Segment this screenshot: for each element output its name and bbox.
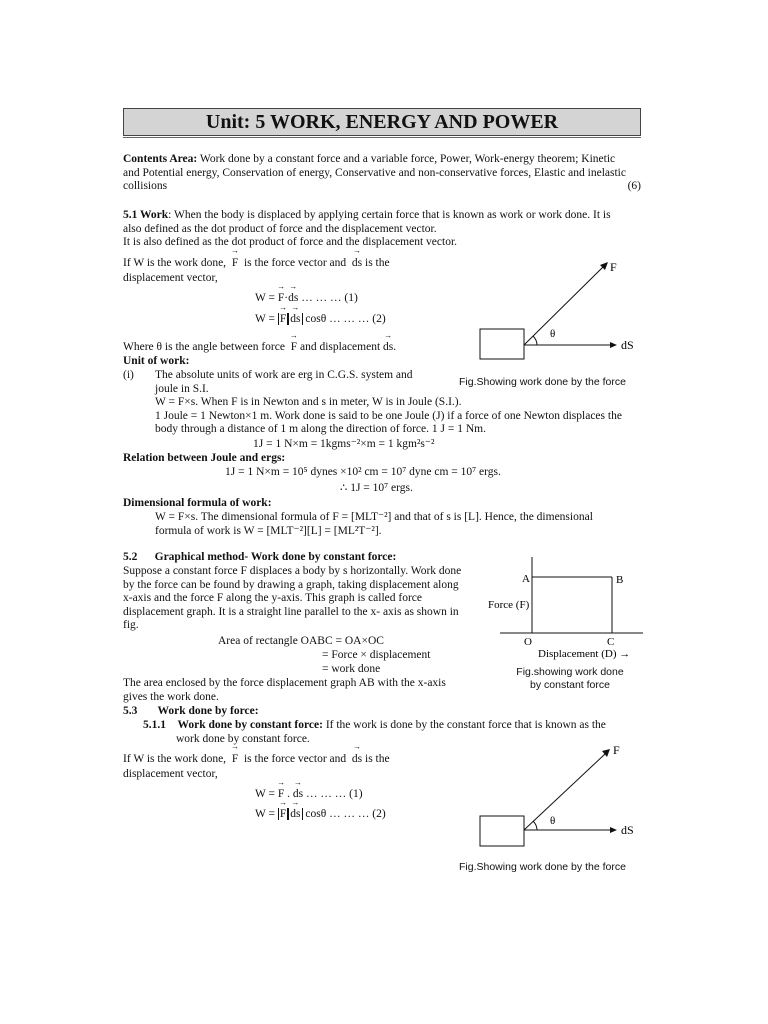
unit-i-num: (i) — [123, 369, 134, 381]
fig1-ds-label: dS — [621, 338, 634, 352]
dim-heading: Dimensional formula of work: — [123, 497, 272, 509]
bf-eq1-ds: → ds — [293, 788, 303, 802]
area-3: = work done — [322, 663, 381, 675]
by-force-if-2: displacement vector, — [123, 768, 218, 780]
bf-eq2-F: → F — [280, 808, 286, 822]
dim-1: W = F×s. The dimensional formula of F = [MLT⁻²] and that of s is [L]. Hence, the dimensional — [155, 511, 593, 523]
work-intro-3: It is also defined as the dot product of force and the displacement vector. — [123, 236, 458, 248]
by-force-eq2 — [255, 808, 386, 822]
fig2-y-label: Force (F) — [488, 599, 530, 611]
by-force-if-b: is the force vector and — [243, 753, 347, 765]
by-force-F-symbol: → F — [232, 752, 238, 767]
fig1-ds-arrowhead — [610, 342, 617, 348]
force-vector-symbol: → F — [232, 256, 238, 271]
fig1-angle-arc — [533, 336, 537, 345]
fig2-caption-1: Fig.showing work done — [516, 666, 624, 678]
area-1: Area of rectangle OABC = OA×OC — [218, 635, 384, 647]
work-where — [123, 341, 396, 355]
sub-constant-force — [143, 719, 606, 733]
fig2-B-label: B — [616, 574, 624, 586]
fig2-O-label: O — [524, 636, 532, 648]
fig1-F-label: F — [610, 260, 617, 274]
relation-1: 1J = 1 N×m = 10⁵ dynes ×10² cm = 10⁷ dyne cm = 10⁷ ergs. — [225, 466, 501, 478]
figure-work-by-force-2 — [455, 738, 655, 858]
fig3-F-arrow — [524, 754, 605, 830]
figure-force-displacement-graph — [485, 555, 645, 665]
graphical-body — [123, 565, 476, 633]
fig1-theta-label: θ — [550, 328, 556, 340]
bf-eq1-dot: . — [284, 788, 293, 800]
contents-area — [123, 153, 641, 194]
work-intro-2: also defined as the dot product of force and the displacement vector. — [123, 222, 437, 235]
eq2-F: → F — [280, 313, 286, 327]
by-force-heading — [123, 705, 259, 719]
work-if-a: If W is the work done, — [123, 257, 227, 269]
fig2-caption-2: by constant force — [530, 679, 610, 691]
contents-label: Contents Area: — [123, 153, 198, 165]
graphical-heading — [123, 551, 396, 565]
bf-eq2-left: W = — [255, 808, 276, 820]
eq1-right: … … … (1) — [301, 292, 358, 304]
work-intro-1: : When the body is displaced by applying certain force that is known as work or work done. It is — [168, 209, 611, 221]
unit-joule-1: 1 Joule = 1 Newton×1 m. Work done is said to be one Joule (J) if a force of one Newton displaces the — [155, 409, 622, 422]
by-force-if-a: If W is the work done, — [123, 753, 227, 765]
eq1-left: W = — [255, 292, 276, 304]
graphical-close-1: The area enclosed by the force displacement graph AB with the x-axis — [123, 677, 446, 689]
contents-text-3: collisions — [123, 180, 168, 192]
contents-marks: (6) — [627, 180, 641, 192]
contents-text-1: Work done by a constant force and a variable force, Power, Work-energy theorem; Kinetic — [199, 153, 616, 165]
bf-eq2-right: cosθ … … … (2) — [305, 808, 386, 820]
bf-eq1-right: … … … (1) — [306, 788, 363, 800]
graphical-p3: x-axis and the force F along the y-axis. This graph is called force — [123, 592, 423, 604]
graphical-p4: displacement graph. It is a straight line parallel to the x- axis as shown in — [123, 605, 459, 618]
unit-i-1: The absolute units of work are erg in C.G.S. system and — [155, 369, 413, 381]
graphical-p1: Suppose a constant force F displaces a body by s horizontally. Work done — [123, 565, 462, 577]
title-rule — [123, 137, 641, 138]
work-if-2: displacement vector, — [123, 272, 218, 284]
fig3-F-label: F — [613, 743, 620, 757]
where-F: → F — [291, 341, 297, 355]
graphical-p5: fig. — [123, 619, 139, 631]
unit-heading: Unit of work: — [123, 355, 190, 367]
unit-body — [155, 396, 641, 437]
page-title: Unit: 5 WORK, ENERGY AND POWER — [123, 108, 641, 136]
by-force-if-c: is the — [365, 753, 390, 765]
graphical-num: 5.2 — [123, 551, 138, 563]
sub-text: If the work is done by the constant force that is known as the — [325, 719, 606, 731]
by-force-ds-symbol: → ds — [352, 752, 362, 767]
figure-work-by-force — [455, 250, 655, 390]
sub-heading: Work done by constant force: — [177, 719, 323, 731]
by-force-eq1 — [255, 788, 363, 802]
fig3-ds-arrowhead — [610, 827, 617, 833]
fig2-x-label: Displacement (D) → — [538, 648, 631, 660]
relation-heading: Relation between Joule and ergs: — [123, 452, 286, 464]
work-heading: 5.1 Work — [123, 209, 169, 221]
bf-eq1-left: W = — [255, 788, 276, 800]
unit-joule-2: body through a distance of 1 m along the direction of force. 1 J = 1 Nm. — [155, 423, 486, 435]
relation-2: ∴ 1J = 10⁷ ergs. — [340, 482, 413, 494]
work-eq1 — [255, 292, 358, 306]
fig2-A-label: A — [522, 573, 530, 585]
dim-body — [155, 511, 641, 538]
work-eq2 — [255, 313, 386, 327]
eq1-dot: · — [284, 292, 289, 304]
contents-text-2: and Potential energy, Conservation of energy, Conservative and non-conservative forces, Elastic and inelastic — [123, 166, 626, 179]
unit-w: W = F×s. When F is in Newton and s in meter, W is in Joule (S.I.). — [155, 396, 462, 408]
eq2-right: cosθ … … … (2) — [305, 313, 386, 325]
by-force-title: Work done by force: — [157, 705, 259, 717]
fig1-block — [480, 329, 524, 359]
ds-vector-symbol: → ds — [352, 256, 362, 271]
eq1-F: → F — [278, 292, 284, 306]
fig3-caption: Fig.Showing work done by the force — [459, 861, 626, 873]
fig3-angle-arc — [533, 821, 537, 830]
fig2-caption — [505, 666, 635, 692]
where-ds: → ds — [383, 341, 393, 355]
by-force-num: 5.3 — [123, 705, 138, 717]
sub-text-2: work done by constant force. — [176, 733, 310, 745]
fig2-C-label: C — [607, 636, 615, 648]
unit-i-2: joule in S.I. — [155, 382, 209, 395]
eq2-left: W = — [255, 313, 276, 325]
where-c: . — [393, 341, 397, 353]
unit-i-text — [155, 369, 445, 396]
work-if-c: is the — [365, 257, 390, 269]
bf-eq1-F: → F — [278, 788, 284, 802]
area-2: = Force × displacement — [322, 649, 431, 661]
fig3-theta-label: θ — [550, 815, 556, 827]
where-a: Where θ is the angle between force — [123, 341, 285, 353]
where-b: and displacement — [300, 341, 381, 353]
graphical-p2: by the force can be found by drawing a graph, taking displacement along — [123, 578, 459, 591]
eq2-ds: → ds — [290, 313, 300, 327]
sub-num: 5.1.1 — [143, 719, 166, 731]
graphical-title: Graphical method- Work done by constant force: — [154, 551, 397, 563]
fig1-F-arrow — [524, 267, 603, 345]
work-if-b: is the force vector and — [243, 257, 347, 269]
fig1-caption: Fig.Showing work done by the force — [459, 376, 626, 388]
eq1-ds: → ds — [288, 292, 298, 306]
graphical-close-2: gives the work done. — [123, 690, 219, 703]
unit-joule-3: 1J = 1 N×m = 1kgms⁻²×m = 1 kgm²s⁻² — [253, 438, 435, 450]
bf-eq2-ds: → ds — [290, 808, 300, 822]
work-section — [123, 209, 641, 250]
fig3-block — [480, 816, 524, 846]
graphical-close — [123, 677, 476, 704]
dim-2: formula of work is W = [MLT⁻²][L] = [ML²T⁻²]. — [155, 524, 382, 537]
fig3-ds-label: dS — [621, 823, 634, 837]
